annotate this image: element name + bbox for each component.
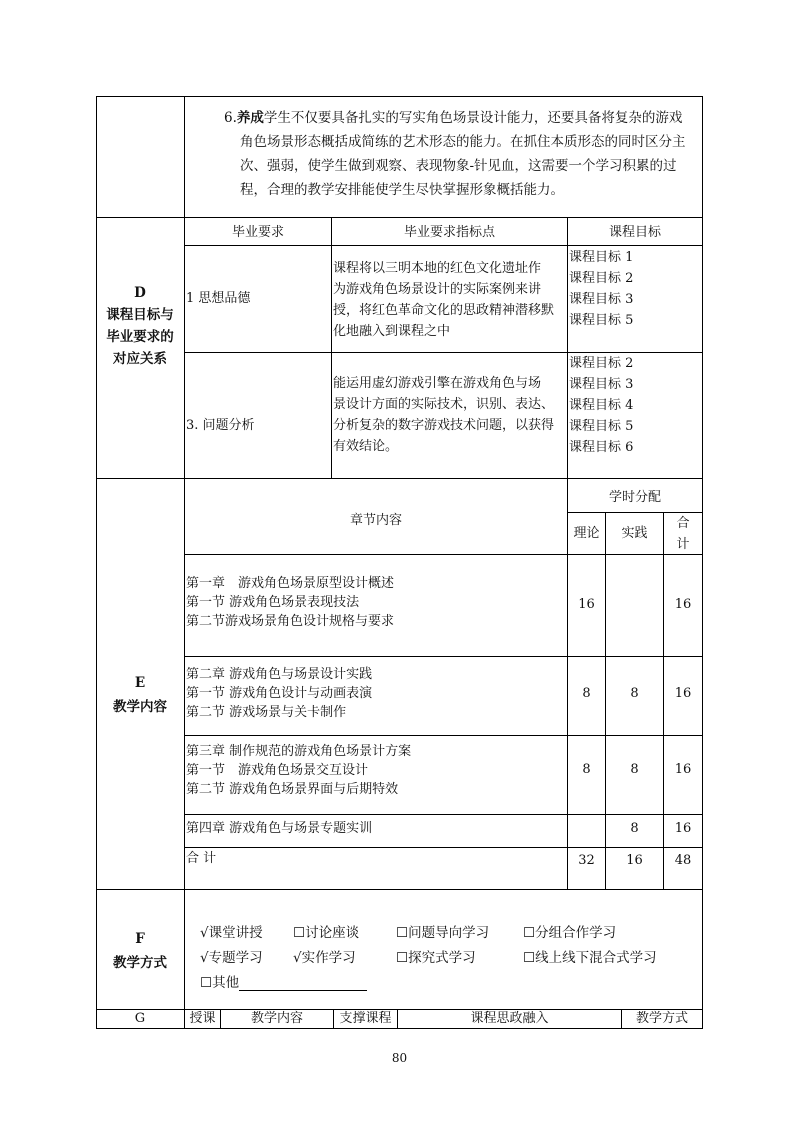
chapter-line: 第一节 游戏角色设计与动画表演	[186, 686, 373, 701]
course-objective-item-6	[224, 106, 702, 202]
sum-theory: 32	[578, 853, 595, 868]
indicator-line: 为游戏角色场景设计的实际案例来讲	[333, 282, 542, 297]
item-text-line: 角色场景形态概括成简练的艺术形态的能力。在抓住本质形态的同时区分主	[240, 134, 686, 150]
option-problem-based[interactable]: ☐问题导向学习	[396, 925, 490, 941]
option-other-label: ☐其他	[200, 975, 240, 991]
chapter-cell	[186, 742, 411, 799]
indicator-line: 授，将红色革命文化的思政精神潜移默	[333, 303, 555, 318]
option-other[interactable]	[200, 971, 367, 991]
indicator-cell	[333, 373, 554, 457]
header-graduation-requirement: 毕业要求	[231, 225, 284, 240]
chapter-line: 第二节 游戏场景与关卡制作	[186, 705, 347, 720]
chapter-line: 第二章 游戏角色与场景设计实践	[186, 667, 373, 682]
course-goal: 课程目标 2	[569, 271, 634, 286]
course-goal-cell	[569, 353, 633, 458]
section-title-line: 毕业要求的	[106, 329, 174, 345]
header-session: 授课	[189, 1011, 216, 1026]
chapter-line: 第一节 游戏角色场景交互设计	[186, 763, 369, 778]
section-title: 教学内容	[113, 699, 167, 715]
section-letter: D	[134, 285, 146, 301]
indicator-line: 分析复杂的数字游戏技术问题，以获得	[333, 418, 555, 433]
page-number: 80	[391, 1051, 408, 1065]
section-title-line: 对应关系	[113, 351, 167, 367]
option-lecture[interactable]: √课堂讲授	[200, 925, 263, 941]
header-teaching-content: 教学内容	[250, 1011, 303, 1026]
total-hours: 16	[674, 686, 692, 701]
total-hours: 16	[674, 762, 692, 777]
item-keyword: 养成	[236, 110, 264, 126]
course-goal: 课程目标 3	[569, 377, 634, 392]
header-theory: 理论	[573, 526, 600, 541]
section-e-label	[96, 672, 184, 718]
header-total-line: 计	[676, 537, 690, 552]
course-goal: 课程目标 1	[569, 250, 634, 265]
section-letter: F	[135, 931, 145, 947]
theory-hours: 8	[582, 762, 591, 777]
other-blank-line	[239, 976, 367, 991]
header-total-line: 合	[676, 516, 690, 531]
indicator-cell	[333, 258, 554, 342]
practice-hours: 8	[630, 821, 639, 836]
indicator-line: 景设计方面的实际技术，识别、表达、	[333, 397, 555, 412]
chapter-line: 第四章 游戏角色与场景专题实训	[186, 821, 373, 836]
option-group-work[interactable]: ☐分组合作学习	[523, 925, 617, 941]
option-inquiry[interactable]: ☐探究式学习	[396, 950, 476, 966]
indicator-line: 化地融入到课程之中	[333, 324, 451, 339]
chapter-cell	[186, 574, 394, 631]
item-text-line: 学生不仅要具备扎实的写实角色场景设计能力，还要具备将复杂的游戏	[263, 110, 683, 126]
section-g-letter: G	[134, 1011, 146, 1026]
total-hours: 16	[674, 597, 692, 612]
chapter-line: 第一节 游戏角色场景表现技法	[186, 595, 360, 610]
course-goal: 课程目标 2	[569, 356, 634, 371]
course-goal: 课程目标 5	[569, 419, 634, 434]
section-f-label	[96, 928, 184, 974]
practice-hours: 8	[630, 686, 639, 701]
header-requirement-indicator: 毕业要求指标点	[403, 225, 495, 240]
requirement-cell: 3. 问题分析	[186, 418, 255, 433]
item-number: 6.	[224, 110, 237, 126]
option-blended[interactable]: ☐线上线下混合式学习	[523, 950, 657, 966]
indicator-line: 有效结论。	[333, 439, 399, 454]
course-goal-cell	[569, 247, 633, 331]
chapter-line: 第二节游戏场景角色设计规格与要求	[186, 614, 395, 629]
section-title: 教学方式	[113, 955, 167, 971]
sum-total: 48	[674, 853, 692, 868]
option-topic-study[interactable]: √专题学习	[200, 950, 263, 966]
sum-label: 合 计	[186, 851, 217, 866]
header-hours-allocation: 学时分配	[608, 490, 661, 505]
chapter-line: 第二节 游戏角色场景界面与后期特效	[186, 782, 399, 797]
option-discussion[interactable]: ☐讨论座谈	[293, 925, 360, 941]
course-goal: 课程目标 4	[569, 398, 634, 413]
indicator-line: 能运用虚幻游戏引擎在游戏角色与场	[333, 376, 542, 391]
chapter-cell	[186, 665, 372, 722]
sum-practice: 16	[626, 853, 643, 868]
header-teaching-method: 教学方式	[635, 1011, 688, 1026]
header-chapter-content: 章节内容	[349, 513, 402, 528]
course-goal: 课程目标 3	[569, 292, 634, 307]
item-text-line: 程，合理的教学安排能使学生尽快掌握形象概括能力。	[240, 182, 564, 198]
total-hours: 16	[674, 821, 692, 836]
chapter-line: 第三章 制作规范的游戏角色场景计方案	[186, 744, 412, 759]
practice-hours: 8	[630, 762, 639, 777]
item-text-line: 次、强弱，使学生做到观察、表现物象-针见血，这需要一个学习积累的过	[240, 158, 677, 174]
header-supporting-course: 支撑课程	[339, 1011, 392, 1026]
header-course-goal: 课程目标	[608, 225, 661, 240]
section-title-line: 课程目标与	[106, 307, 174, 323]
indicator-line: 课程将以三明本地的红色文化遗址作	[333, 261, 542, 276]
theory-hours: 16	[578, 597, 595, 612]
section-letter: E	[134, 675, 146, 691]
header-total	[664, 513, 702, 555]
requirement-cell: 1 思想品德	[186, 291, 251, 306]
header-practice: 实践	[621, 526, 648, 541]
header-ideological-integration: 课程思政融入	[470, 1011, 549, 1026]
option-practical[interactable]: √实作学习	[293, 950, 356, 966]
theory-hours: 8	[582, 686, 591, 701]
chapter-line: 第一章 游戏角色场景原型设计概述	[186, 576, 395, 591]
course-goal: 课程目标 5	[569, 313, 634, 328]
course-goal: 课程目标 6	[569, 440, 634, 455]
section-d-label	[96, 282, 184, 370]
